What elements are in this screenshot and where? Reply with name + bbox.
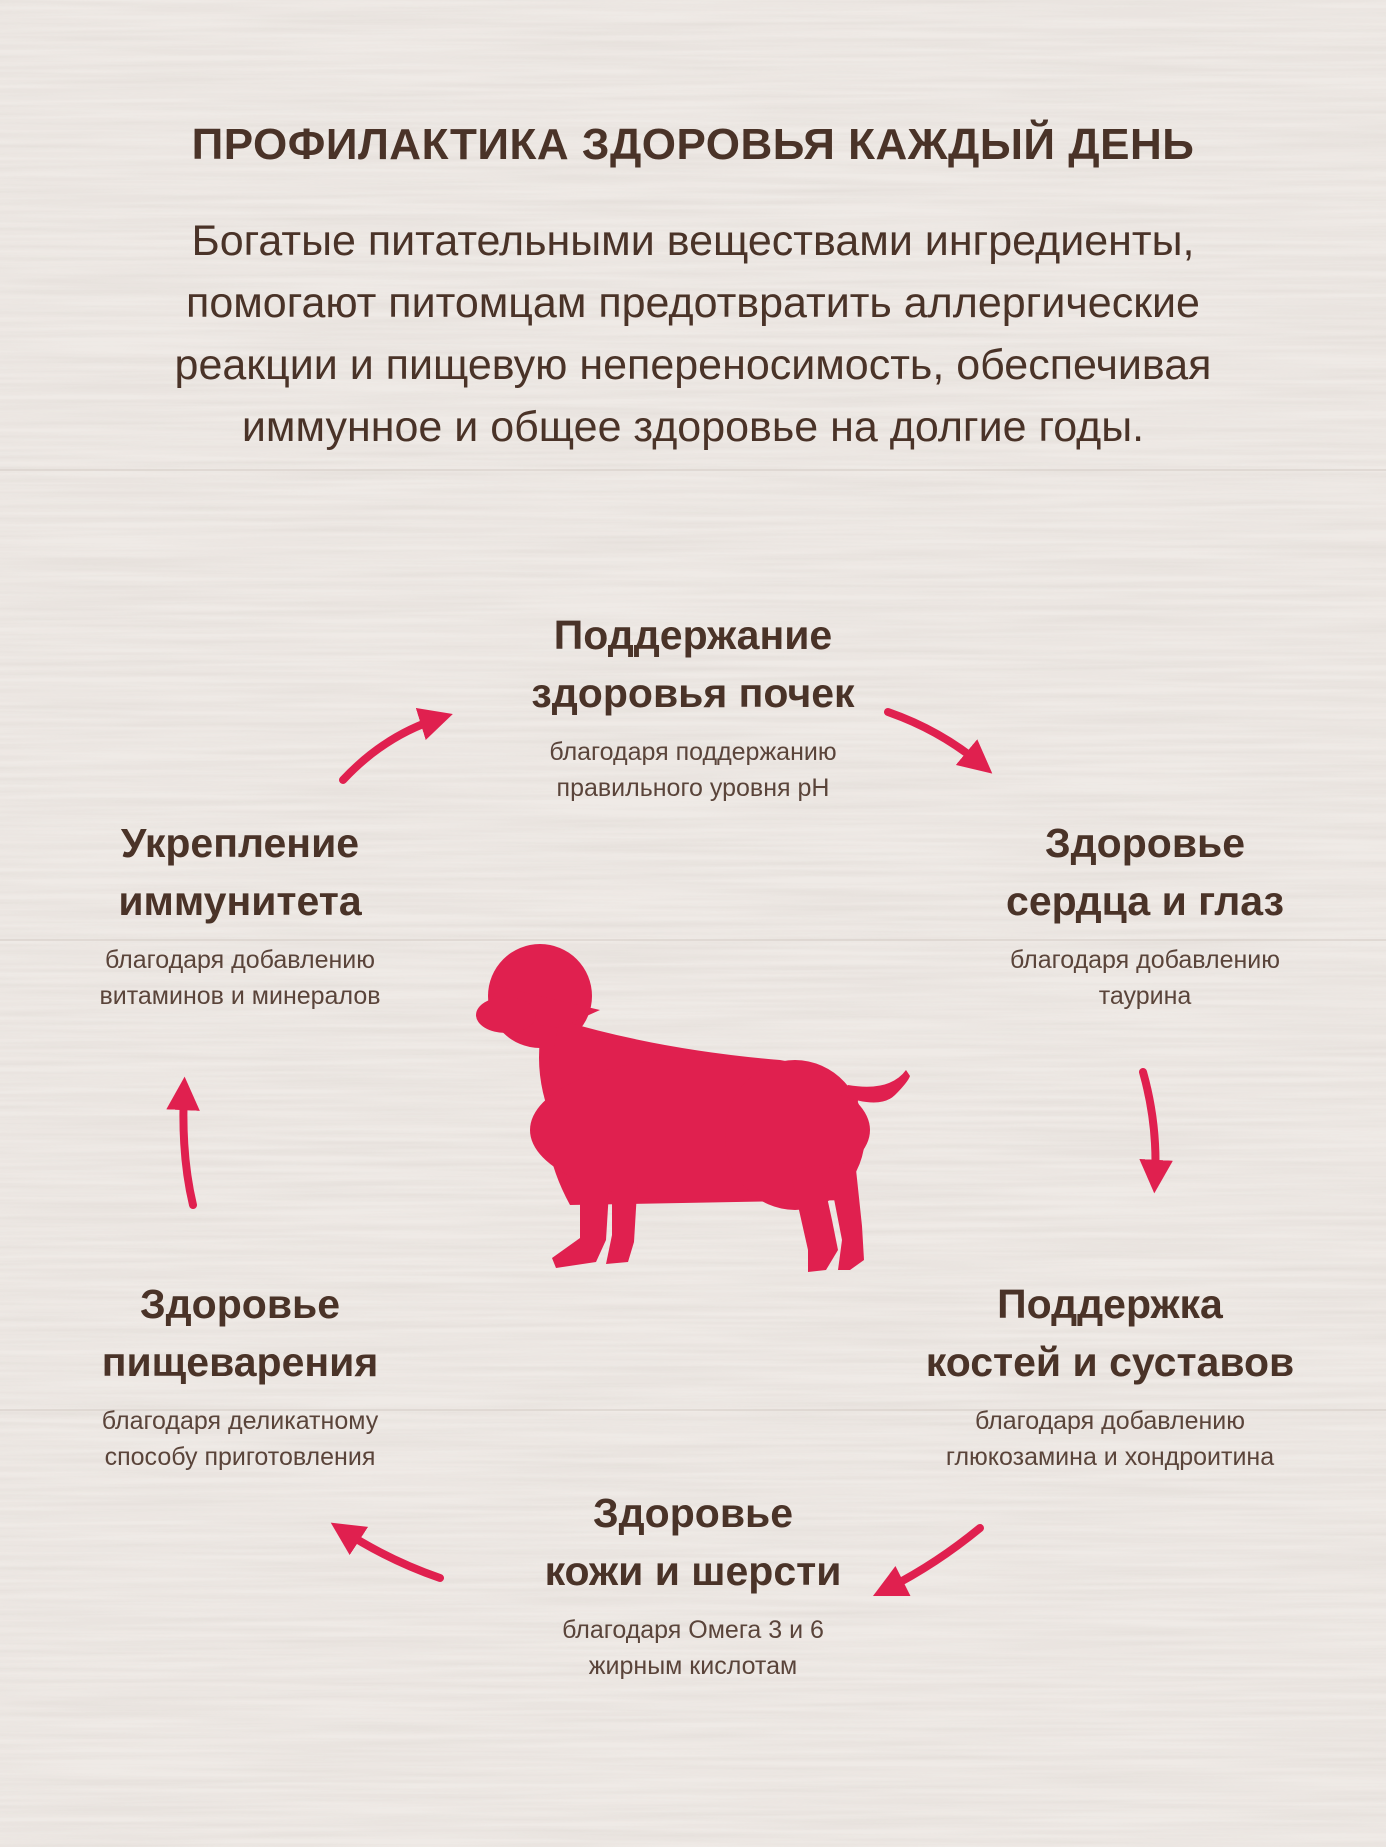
benefit-description-line: таурина: [1098, 982, 1192, 1010]
arrow-icon: [342, 1530, 440, 1578]
benefit-title-line: Здоровье: [139, 1281, 341, 1327]
benefit-title-line: здоровья почек: [531, 670, 855, 716]
dog-silhouette-icon: [476, 944, 910, 1272]
benefit-title-line: иммунитета: [118, 878, 362, 924]
intro-line: иммунное и общее здоровье на долгие годы.: [241, 403, 1145, 451]
benefit-description-line: правильного уровня pH: [556, 774, 830, 802]
arrow-icon: [343, 718, 440, 780]
benefit-title-line: сердца и глаз: [1006, 878, 1284, 924]
benefit-description-line: благодаря поддержанию: [549, 738, 837, 766]
benefit-description-line: жирным кислотам: [588, 1652, 798, 1680]
arrow-icon: [885, 1528, 980, 1590]
benefit-description-line: способу приготовления: [104, 1443, 376, 1471]
benefit-title-line: Здоровье: [592, 1490, 794, 1536]
benefit-description-line: благодаря добавлению: [974, 1407, 1246, 1435]
arrow-icon: [1143, 1072, 1156, 1180]
benefit-title-line: кожи и шерсти: [544, 1548, 842, 1594]
benefit-title-line: костей и суставов: [925, 1339, 1295, 1385]
benefit-description-line: благодаря добавлению: [1009, 946, 1281, 974]
arrow-icon: [183, 1090, 193, 1205]
benefit-description-line: глюкозамина и хондроитина: [945, 1443, 1275, 1471]
benefit-description-line: витаминов и минералов: [99, 982, 381, 1010]
benefit-title-line: Здоровье: [1044, 820, 1246, 866]
arrow-icon: [888, 712, 982, 765]
intro-line: помогают питомцам предотвратить аллергические: [186, 279, 1200, 327]
benefit-title-line: Поддержание: [553, 612, 833, 658]
intro-line: реакции и пищевую непереносимость, обеспечивая: [174, 341, 1212, 389]
page-title: ПРОФИЛАКТИКА ЗДОРОВЬЯ КАЖДЫЙ ДЕНЬ: [191, 120, 1195, 169]
benefit-title-line: пищеварения: [101, 1339, 379, 1385]
benefit-description-line: благодаря Омега 3 и 6: [562, 1616, 824, 1644]
benefit-title-line: Поддержка: [997, 1281, 1223, 1327]
intro-line: Богатые питательными веществами ингредиенты,: [191, 217, 1195, 265]
benefit-description-line: благодаря деликатному: [101, 1407, 379, 1435]
benefit-description-line: благодаря добавлению: [104, 946, 376, 974]
benefit-title-line: Укрепление: [120, 820, 360, 866]
